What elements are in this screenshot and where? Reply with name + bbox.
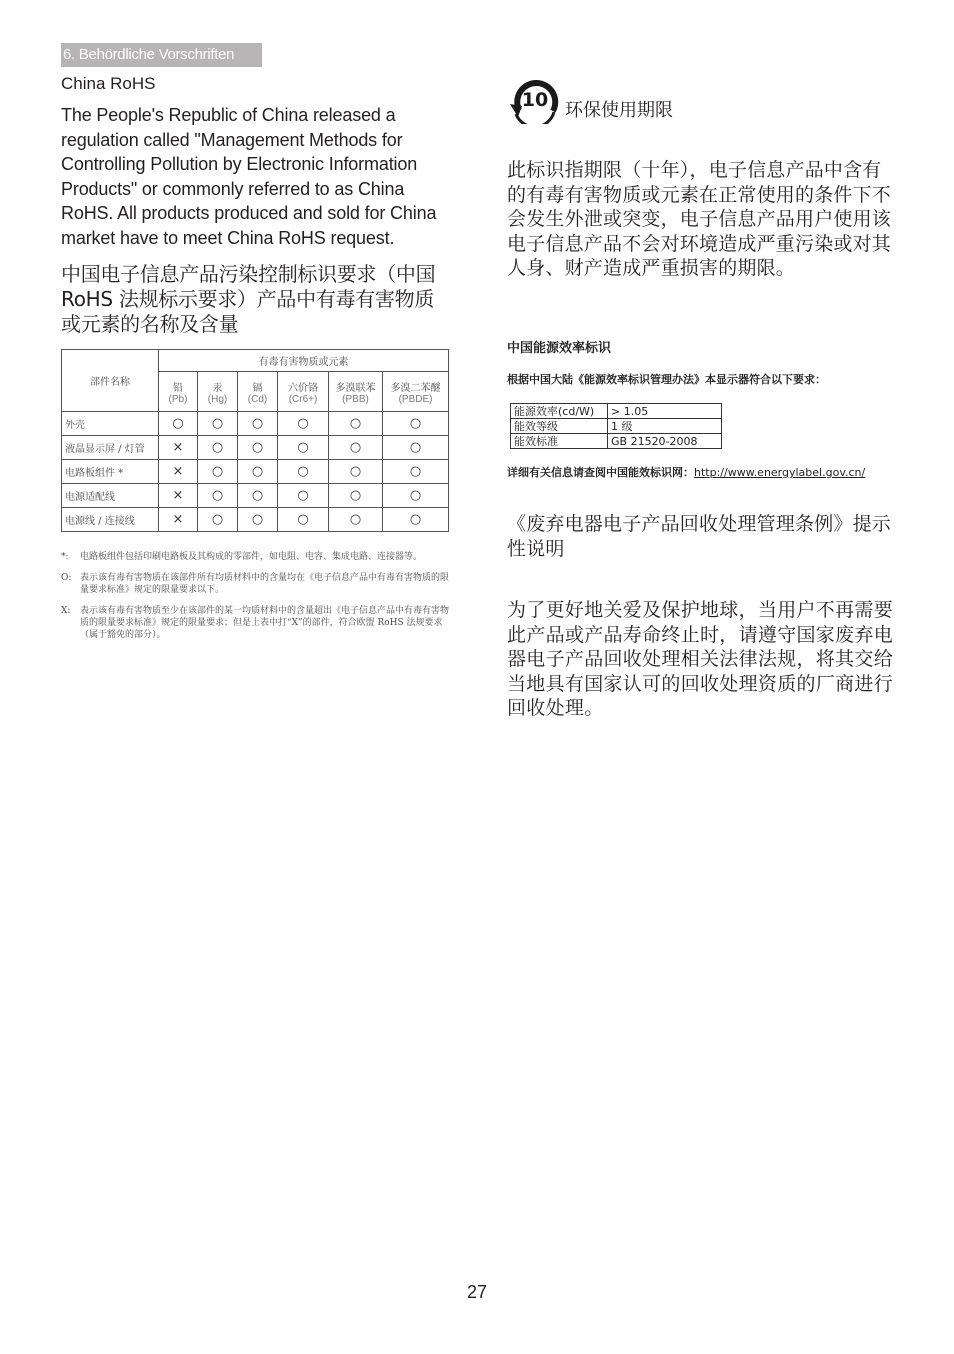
part-name: 电源线 / 连接线 <box>62 508 159 532</box>
part-name: 电路板组件 * <box>62 460 159 484</box>
part-header: 部件名称 <box>62 350 159 412</box>
substance-mark: ○ <box>383 412 449 436</box>
substance-mark: ○ <box>238 460 278 484</box>
hazard-table-title: 中国电子信息产品污染控制标识要求（中国 RoHS 法规标示要求）产品中有毒有害物质或元素的名称及含量 <box>61 262 436 336</box>
column-name: 铅 <box>173 382 183 394</box>
substance-mark: ○ <box>238 484 278 508</box>
substance-mark: ○ <box>198 412 238 436</box>
table-row <box>62 508 449 532</box>
part-name: 电源适配线 <box>62 484 159 508</box>
substance-mark: ○ <box>198 460 238 484</box>
epup-logo-number: 10 <box>521 89 549 111</box>
table-notes <box>61 551 451 650</box>
energy-footer-text: 详细有关信息请查阅中国能效标识网： <box>507 466 694 479</box>
epup-label: 环保使用期限 <box>565 100 673 121</box>
part-name: 外壳 <box>62 412 159 436</box>
substance-mark: × <box>159 508 198 532</box>
energy-row-label: 能效标准 <box>511 434 608 449</box>
substance-mark: × <box>159 460 198 484</box>
weee-paragraph: 为了更好地关爱及保护地球，当用户不再需要此产品或产品寿命终止时，请遵守国家废弃电器电子产品回收处理相关法律法规，将其交给当地具有国家认可的回收处理资质的厂商进行回收处理。 <box>507 599 894 719</box>
substance-mark: ○ <box>329 436 383 460</box>
table-row <box>511 419 722 434</box>
part-name: 液晶显示屏 / 灯管 <box>62 436 159 460</box>
substance-mark: ○ <box>329 412 383 436</box>
substance-mark: ○ <box>329 460 383 484</box>
column-name: 六价铬 <box>288 382 318 394</box>
substance-mark: ○ <box>278 436 329 460</box>
table-row <box>511 434 722 449</box>
substance-mark: ○ <box>198 484 238 508</box>
substance-mark: ○ <box>278 460 329 484</box>
substance-mark: ○ <box>198 508 238 532</box>
column-name: 多溴二苯醚 <box>390 382 441 394</box>
energy-label-table <box>510 403 722 449</box>
substance-mark: ○ <box>383 508 449 532</box>
weee-title: 《废弃电器电子产品回收处理管理条例》提示性说明 <box>507 513 892 560</box>
column-name: 汞 <box>212 382 223 394</box>
table-row <box>62 412 449 436</box>
energy-row-label: 能效等级 <box>511 419 608 434</box>
substance-mark: ○ <box>383 436 449 460</box>
epup-10-logo-icon <box>508 74 562 124</box>
substance-mark: × <box>159 436 198 460</box>
energy-label-title: 中国能源效率标识 <box>507 341 612 356</box>
page-number: 27 <box>467 1282 488 1302</box>
section-heading: China RoHS <box>61 74 156 93</box>
substance-mark: ○ <box>238 412 278 436</box>
substance-mark: ○ <box>383 484 449 508</box>
column-symbol: (Pb) <box>168 393 188 405</box>
substance-mark: × <box>159 484 198 508</box>
section-tag: 6. Behördliche Vorschriften <box>61 43 262 67</box>
energy-row-label: 能源效率(cd/W) <box>511 404 608 419</box>
note-item <box>61 605 451 641</box>
table-row <box>62 460 449 484</box>
note-key: *: <box>61 552 69 562</box>
energy-efficiency-label <box>507 334 899 484</box>
substance-mark: ○ <box>278 508 329 532</box>
table-row <box>62 484 449 508</box>
substance-group-header: 有毒有害物质或元素 <box>159 350 449 372</box>
note-item <box>61 572 451 596</box>
epup-description: 此标识指期限（十年），电子信息产品中含有的有毒有害物质或元素在正常使用的条件下不会发生外泄或突变，电子信息产品用户使用该电子信息产品不会对环境造成严重污染或对其人身、财产造成严重损害的期限。 <box>507 159 892 279</box>
energy-label-footer <box>507 464 865 480</box>
energy-label-requirement: 根据中国大陆《能源效率标识管理办法》本显示器符合以下要求： <box>507 373 826 386</box>
column-symbol: (Hg) <box>207 393 228 405</box>
column-symbol: (PBDE) <box>398 393 433 405</box>
energy-row-value: 1 级 <box>608 419 722 434</box>
energy-row-value: GB 21520-2008 <box>608 434 722 449</box>
substance-mark: ○ <box>198 436 238 460</box>
column-symbol: (Cd) <box>247 393 268 405</box>
substance-mark: ○ <box>238 436 278 460</box>
column-symbol: (PBB) <box>342 393 369 405</box>
table-row <box>62 436 449 460</box>
energy-label-link[interactable]: http://www.energylabel.gov.cn/ <box>694 466 866 479</box>
substance-mark: ○ <box>278 484 329 508</box>
substance-mark: ○ <box>383 460 449 484</box>
note-text: 电路板组件包括印刷电路板及其构成的零部件，如电阻、电容、集成电路、连接器等。 <box>80 552 423 562</box>
substance-mark: ○ <box>329 508 383 532</box>
column-name: 镉 <box>252 382 263 394</box>
note-text: 表示该有毒有害物质至少在该部件的某一均质材料中的含量超出《电子信息产品中有毒有害物质的限量要求标准》规定的限量要求；但是上表中打“X”的部件，符合欧盟 RoHS 法规要求（属于豁免的部分）。 <box>80 606 450 640</box>
note-key: X: <box>61 606 71 616</box>
note-key: O: <box>61 573 72 583</box>
substance-mark: ○ <box>159 412 198 436</box>
column-name: 多溴联苯 <box>335 382 376 394</box>
note-text: 表示该有毒有害物质在该部件所有均质材料中的含量均在《电子信息产品中有毒有害物质的限量要求标准》规定的限量要求以下。 <box>80 573 450 595</box>
hazardous-substances-table <box>61 349 449 532</box>
table-row <box>511 404 722 419</box>
substance-mark: ○ <box>329 484 383 508</box>
intro-paragraph: The People's Republic of China released a regulation called "Management Methods for Controlling Pollution by Electronic Information Products" or commonly referred to as China RoHS. All products produced and sold for China market have to meet China RoHS request. <box>61 105 437 248</box>
substance-mark: ○ <box>278 412 329 436</box>
note-item <box>61 551 451 563</box>
column-symbol: (Cr6+) <box>288 393 318 405</box>
energy-row-value: > 1.05 <box>608 404 722 419</box>
substance-mark: ○ <box>238 508 278 532</box>
